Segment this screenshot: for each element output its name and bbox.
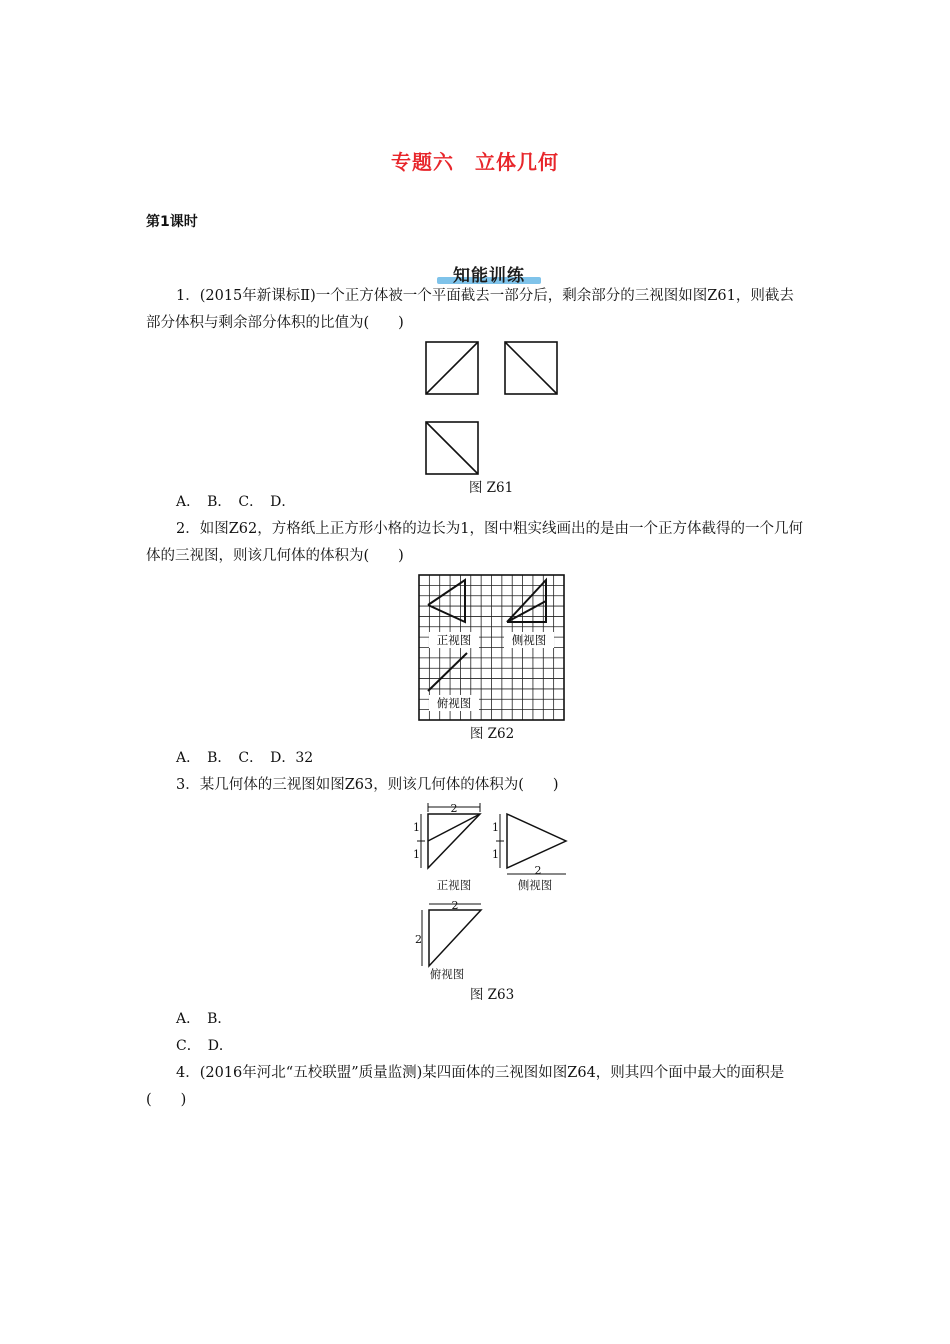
figure-z63-caption: 图 Z63 bbox=[469, 987, 515, 1003]
question-1-choices: A． B． C． D． bbox=[176, 494, 296, 510]
z62-side-view-inner bbox=[507, 601, 546, 622]
z63-front-dims bbox=[417, 803, 480, 868]
z61-top-view bbox=[426, 422, 478, 474]
question-3-choices-cd: C． D． bbox=[176, 1038, 233, 1054]
z61-side-view bbox=[505, 342, 557, 394]
z63-front-label: 正视图 bbox=[436, 878, 472, 892]
z63-side-h2: 1 bbox=[492, 848, 499, 861]
z63-side-label: 侧视图 bbox=[517, 878, 553, 892]
lesson-heading: 第1课时 bbox=[146, 214, 198, 230]
z63-top-view bbox=[429, 910, 481, 966]
figure-z62 bbox=[418, 574, 568, 724]
question-2-choices: A． B． C． D．32 bbox=[176, 750, 314, 766]
z63-front-width: 2 bbox=[450, 802, 458, 815]
z63-front-h1: 1 bbox=[413, 821, 420, 834]
banner-label: 知能训练 bbox=[453, 266, 525, 286]
figure-z62-caption: 图 Z62 bbox=[469, 726, 515, 742]
z62-top-view-shape bbox=[428, 653, 467, 691]
z63-top-height: 2 bbox=[415, 933, 422, 946]
z63-front-view bbox=[428, 814, 480, 868]
question-1-text: 1．(2015年新课标Ⅱ)一个正方体被一个平面截去一部分后，剩余部分的三视图如图Z61，则截去部分体积与剩余部分体积的比值为( ) bbox=[146, 288, 794, 331]
question-2-text: 2．如图Z62，方格纸上正方形小格的边长为1，图中粗实线画出的是由一个正方体截得的一个几何体的三视图，则该几何体的体积为( ) bbox=[146, 521, 803, 564]
figure-z63 bbox=[410, 802, 585, 987]
figure-z61-caption: 图 Z61 bbox=[468, 480, 514, 496]
page-title: 专题六 立体几何 bbox=[391, 150, 559, 174]
z63-front-h2: 1 bbox=[413, 848, 420, 861]
z62-top-label: 俯视图 bbox=[436, 696, 472, 710]
z63-top-dims bbox=[422, 904, 481, 966]
z62-front-view-shape bbox=[428, 580, 465, 622]
question-3-choices-ab: A． B． bbox=[176, 1011, 232, 1027]
question-4-text: 4．(2016年河北“五校联盟”质量监测)某四面体的三视图如图Z64，则其四个面中最大的面积是( ) bbox=[146, 1065, 785, 1108]
z62-front-label: 正视图 bbox=[436, 633, 472, 647]
z63-top-label: 俯视图 bbox=[429, 967, 465, 981]
question-3-text: 3．某几何体的三视图如图Z63，则该几何体的体积为( ) bbox=[176, 777, 559, 793]
figure-z61 bbox=[420, 336, 570, 486]
section-banner bbox=[437, 263, 541, 285]
z62-side-view-shape bbox=[507, 580, 546, 622]
z63-top-width: 2 bbox=[451, 899, 459, 912]
z63-side-width: 2 bbox=[534, 864, 542, 877]
z63-side-view bbox=[507, 814, 566, 868]
z63-side-h1: 1 bbox=[492, 821, 499, 834]
z61-front-view bbox=[426, 342, 478, 394]
z62-side-label: 侧视图 bbox=[511, 633, 547, 647]
